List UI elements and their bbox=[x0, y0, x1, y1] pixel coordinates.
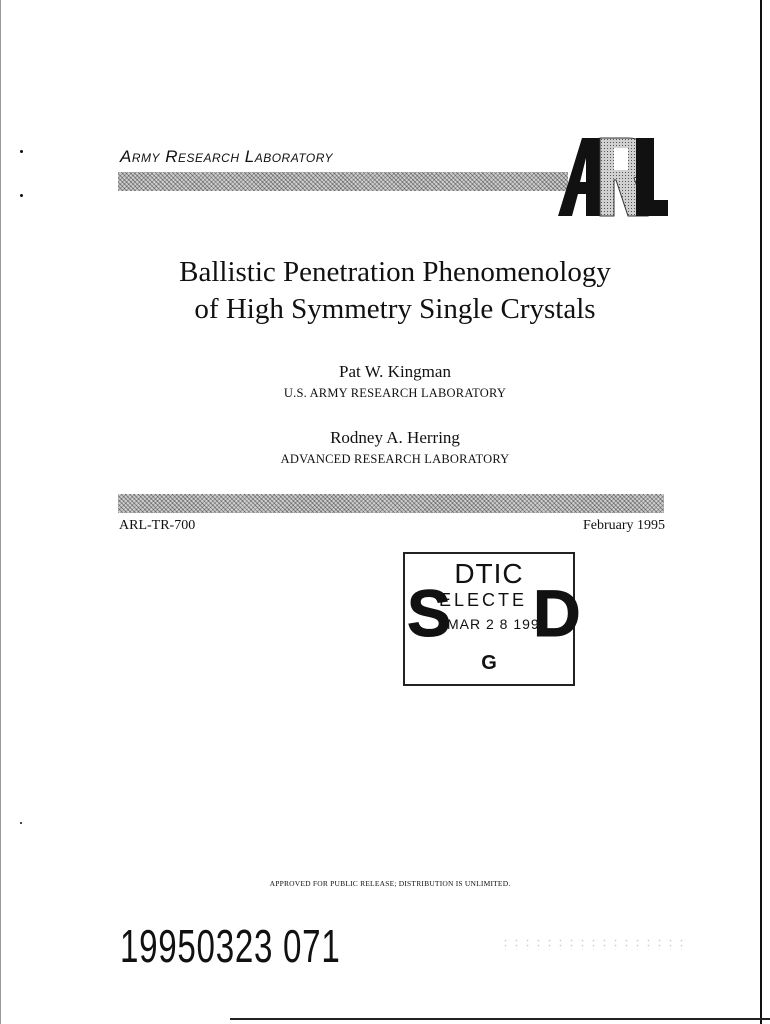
stamp-date: MAR 2 8 1995 bbox=[447, 616, 549, 632]
stamp-electe: ELECTE bbox=[439, 590, 528, 610]
stamp-grade: G bbox=[481, 652, 497, 674]
author-affiliation: U.S. ARMY RESEARCH LABORATORY bbox=[283, 386, 507, 400]
accession-number: 19950323 071 bbox=[120, 920, 341, 972]
stamp-left-letter: S bbox=[407, 576, 452, 650]
title-line: Ballistic Penetration Phenomenology bbox=[179, 256, 611, 288]
release-statement: APPROVED FOR PUBLIC RELEASE; DISTRIBUTION IS UNLIMITED. bbox=[269, 879, 511, 888]
author-affiliation: ADVANCED RESEARCH LABORATORY bbox=[280, 452, 510, 466]
author-name: Pat W. Kingman bbox=[339, 362, 451, 381]
section-rule bbox=[118, 494, 664, 513]
page-edge-left bbox=[0, 0, 1, 1024]
stamp-title: DTIC bbox=[454, 558, 524, 589]
report-date: February 1995 bbox=[582, 518, 665, 533]
scan-noise bbox=[500, 938, 690, 950]
author-name: Rodney A. Herring bbox=[330, 428, 460, 447]
page-edge-bottom bbox=[230, 1018, 770, 1020]
stamp-right-letter: D bbox=[533, 576, 581, 650]
dtic-stamp bbox=[403, 552, 581, 686]
arl-logo-icon bbox=[556, 136, 670, 218]
document-title bbox=[100, 254, 690, 328]
scan-speck bbox=[20, 822, 22, 824]
report-number: ARL-TR-700 bbox=[119, 518, 196, 533]
scan-speck bbox=[20, 150, 23, 153]
title-line: of High Symmetry Single Crystals bbox=[194, 293, 596, 325]
header-rule bbox=[118, 172, 568, 191]
lab-name: Army Research Laboratory bbox=[120, 147, 333, 166]
scan-speck bbox=[20, 194, 23, 197]
page-edge-right bbox=[760, 0, 762, 1024]
